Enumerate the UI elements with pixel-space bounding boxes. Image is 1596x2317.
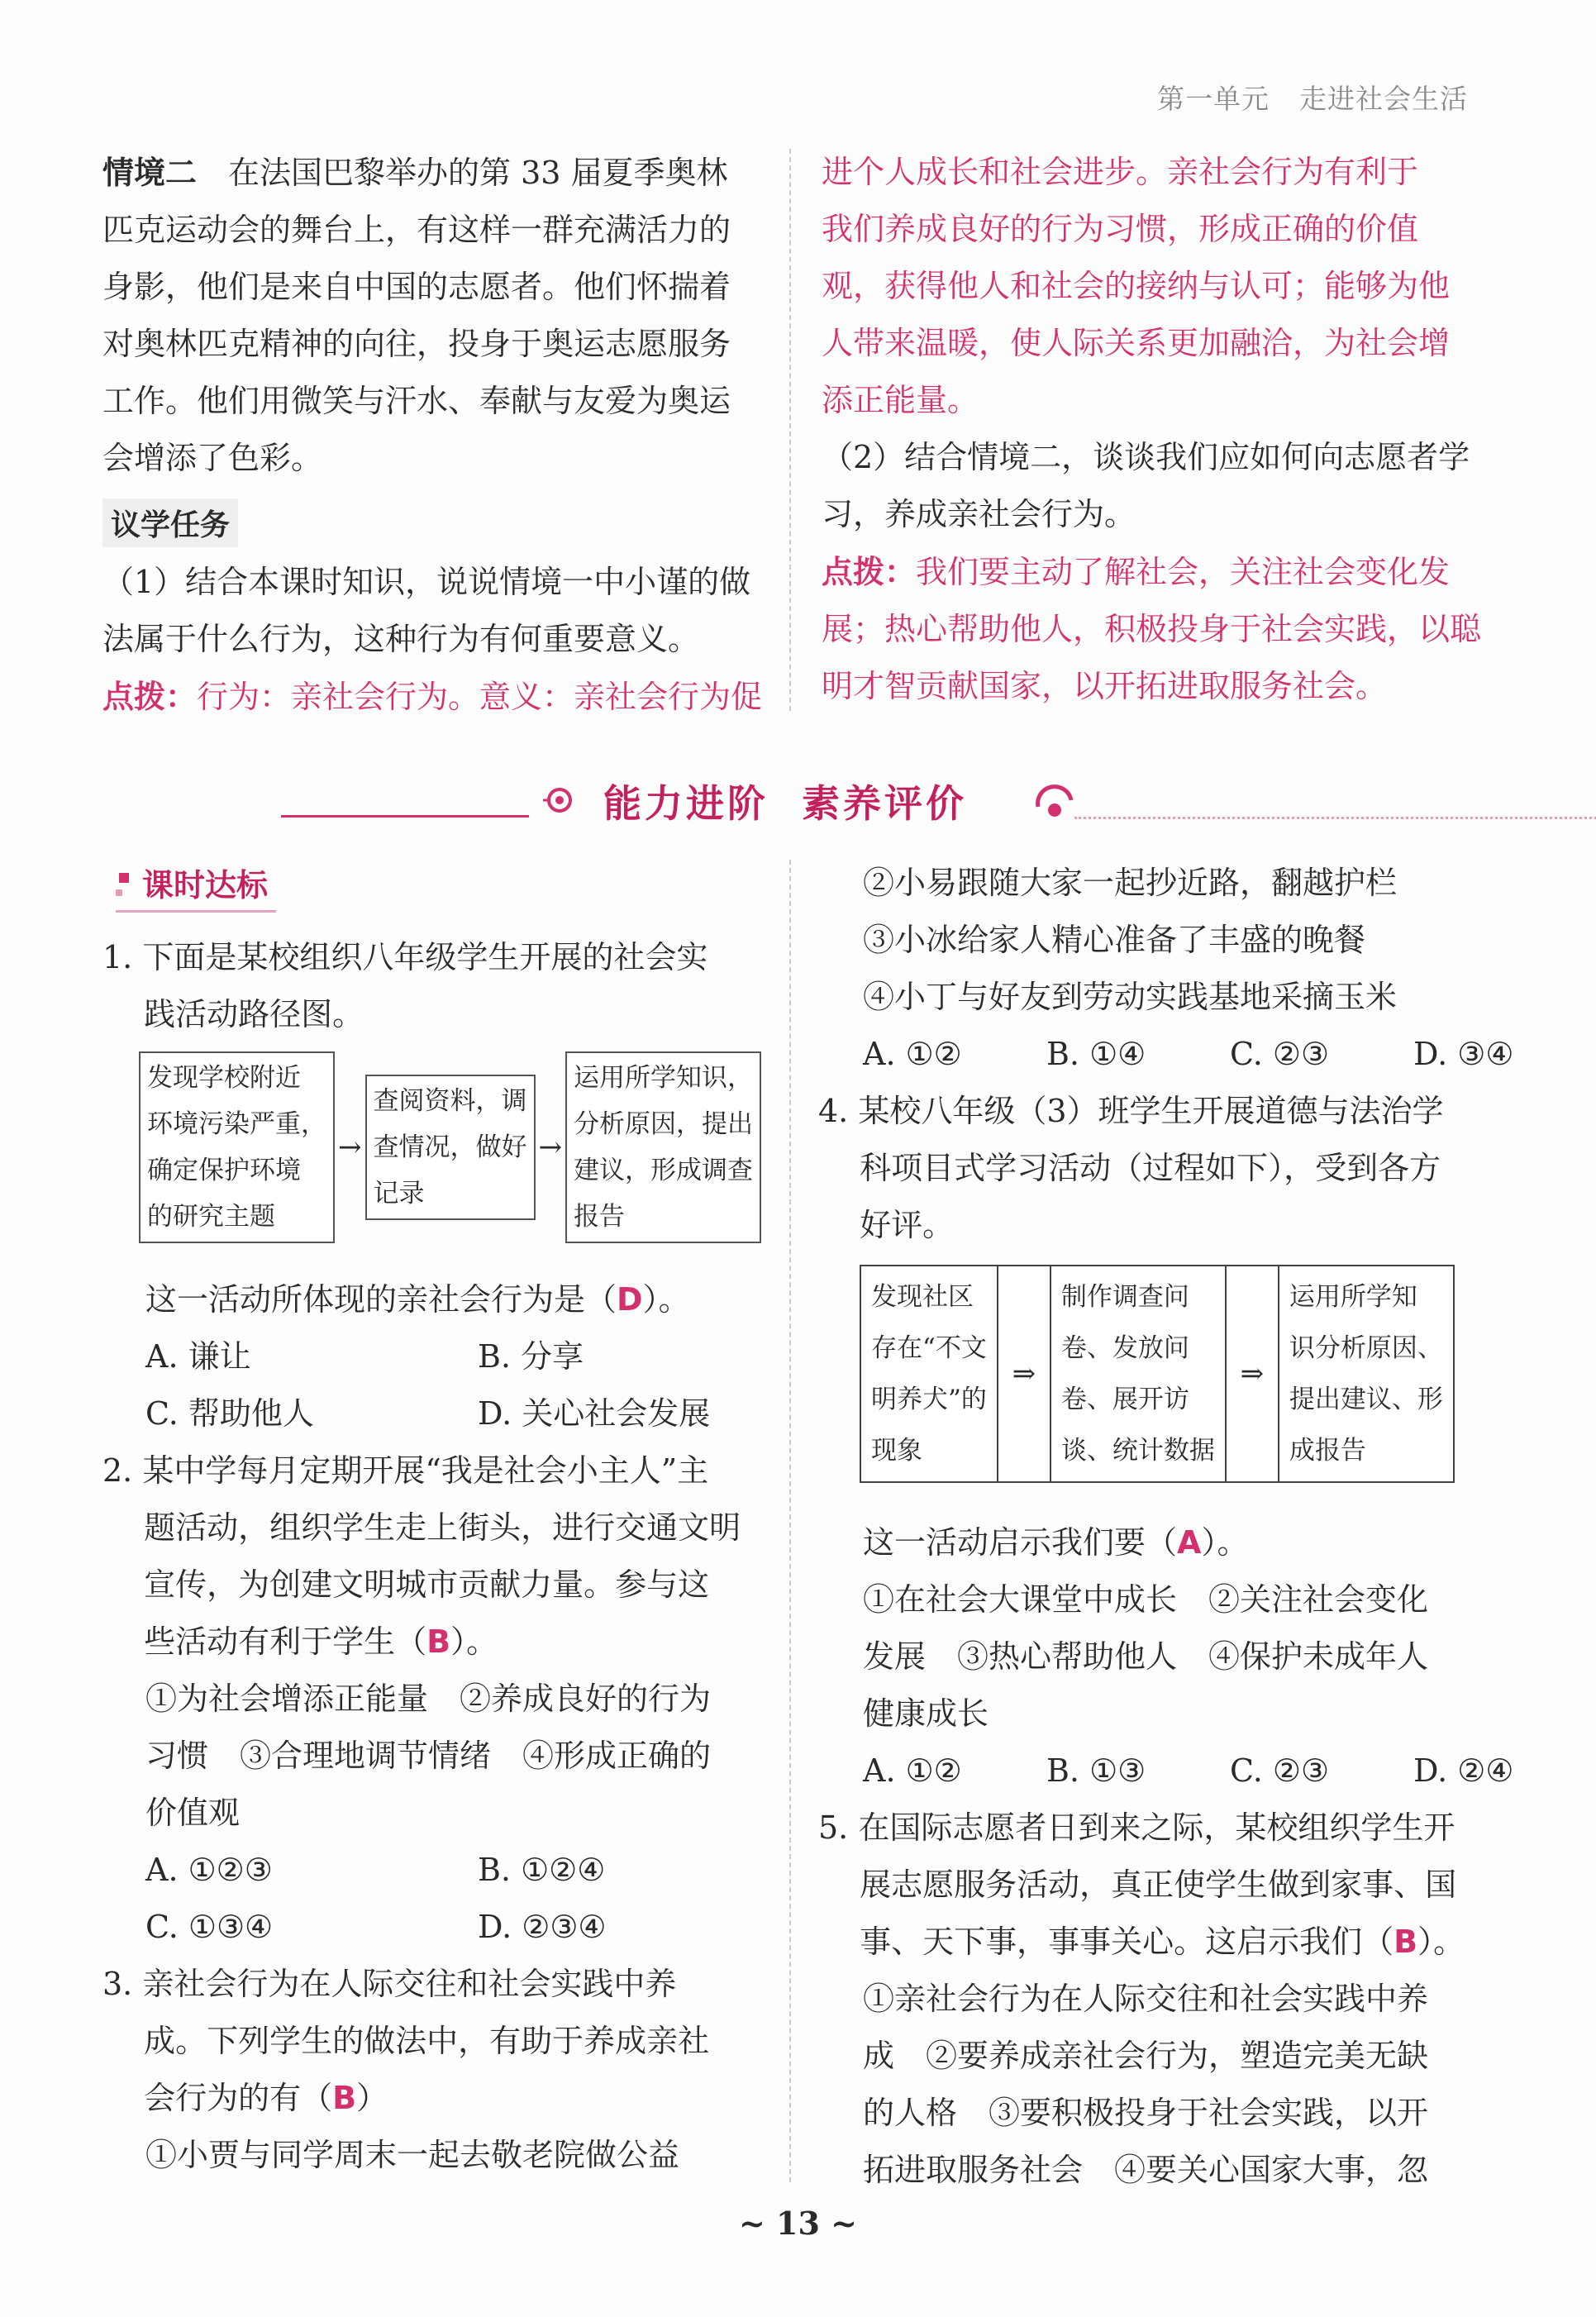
q3-item: ①小贾与同学周末一起去敬老院做公益 [145,2137,680,2173]
scenario-label: 情境二 [102,154,198,191]
hint-line: 点拨：我们要主动了解社会，关注社会变化发 [822,553,1451,590]
task-line: （1）结合本课时知识，说说情境一中小谨的做 [102,564,751,600]
q3-ask: 会行为的有（B） [102,2080,388,2116]
hint-label: 点拨： [822,553,917,590]
hint-label: 点拨： [102,678,198,715]
hint-line: 展；热心帮助他人，积极投身于社会实践，以聪 [822,611,1482,647]
scenario-line: 情境二 在法国巴黎举办的第 33 届夏季奥林 [102,154,728,191]
keshi-title: 课时达标 [116,860,276,913]
questions-left [102,929,772,1043]
q2-options: C. ①③④ D. ②③④ [145,1909,607,1945]
q3-item: ④小丁与好友到劳动实践基地采摘玉米 [863,979,1398,1015]
flow-step: 查阅资料，调 查情况，做好 记录 [365,1075,536,1220]
task-line: （2）结合情境二，谈谈我们应如何向志愿者学 [822,439,1470,475]
column-divider-bottom [789,860,791,2182]
q3-answer: B [332,2080,357,2116]
q2-options: A. ①②③ B. ①②④ [145,1852,606,1888]
column-divider-top [789,149,791,711]
page-number: ~ 13 ~ [738,2205,858,2242]
magnifier-icon [541,780,581,820]
answer-line: 人带来温暖，使人际关系更加融洽，为社会增 [822,325,1451,361]
banner-title: 能力进阶 素养评价 [603,781,967,826]
flow-arrow-icon: → [538,1131,562,1164]
q4-item: 发展 ③热心帮助他人 ④保护未成年人 [863,1638,1429,1675]
q2-stem: 宣传，为创建文明城市贡献力量。参与这 [102,1566,710,1603]
hint-line: 点拨：行为：亲社会行为。意义：亲社会行为促 [102,678,763,715]
flow-step: 运用所学知识， 分析原因，提出 建议，形成调查 报告 [565,1051,761,1243]
q1-rest [145,1271,774,1442]
scenario-two-block [102,144,764,726]
bullet-square-small-icon [116,889,122,896]
task-line: 法属于什么行为，这种行为有何重要意义。 [102,621,700,657]
q4-item: 健康成长 [863,1695,989,1732]
q5-item: ①亲社会行为在人际交往和社会实践中养 [863,1981,1429,2017]
process-step: 制作调查问 卷、发放问 卷、展开访 谈、统计数据 [1060,1282,1215,1466]
scenario-line: 匹克运动会的舞台上，有这样一群充满活力的 [102,212,731,248]
answer-line: 我们养成良好的行为习惯，形成正确的价值 [822,211,1419,247]
q5-ask: 事、天下事，事事关心。这启示我们（B）。 [818,1924,1465,1960]
unit-label: 第一单元 [1157,83,1270,115]
process-step: 发现社区 存在“不文 明养犬”的 现象 [871,1282,987,1466]
unit-title: 走进社会生活 [1299,83,1468,115]
q4-options: A. ①② B. ①③ C. ②③ D. ②④ [863,1752,1514,1789]
q1-flowchart [139,1051,761,1243]
q2-item: ①为社会增添正能量 ②养成良好的行为 [145,1681,712,1717]
answer-line: 观，获得他人和社会的接纳与认可；能够为他 [822,268,1451,304]
q1-answer: D [617,1281,643,1318]
scenario-line: 工作。他们用微笑与汗水、奉献与友爱为奥运 [102,383,731,419]
answer-line: 进个人成长和社会进步。亲社会行为有利于 [822,154,1419,190]
q4-rest [863,1514,1514,1800]
q5-item: 的人格 ③要积极投身于社会实践，以开 [863,2095,1429,2131]
swirl-icon [1033,782,1076,825]
section-banner [281,774,1488,840]
scenario-line: 身影，他们是来自中国的志愿者。他们怀揣着 [102,269,731,305]
banner-rule-left [281,815,529,818]
q5-answer: B [1394,1924,1418,1960]
q4-stem: 4. 某校八年级（3）班学生开展道德与法治学 [818,1093,1444,1129]
q4-ask: 这一活动启示我们要（A）。 [863,1524,1249,1561]
q5-item: 拓进取服务社会 ④要关心国家大事，忽 [863,2152,1429,2188]
answer-line: 添正能量。 [822,382,979,418]
q4-answer: A [1177,1524,1202,1561]
q2-item: 价值观 [145,1795,241,1831]
questions-right [863,855,1514,1083]
answer-continuation [822,144,1499,715]
q1-stem: 践活动路径图。 [102,996,364,1032]
flow-step: 发现学校附近 环境污染严重， 确定保护环境 的研究主题 [139,1051,335,1243]
q3-options: A. ①② B. ①④ C. ②③ D. ③④ [863,1036,1514,1072]
q2-ask: 些活动有利于学生（B）。 [102,1623,498,1660]
q4-stem-block [818,1083,1504,1254]
double-arrow-icon: ⇒ [1225,1266,1279,1481]
task-line: 习，养成亲社会行为。 [822,496,1136,532]
q1-ask: 这一活动所体现的亲社会行为是（D）。 [145,1281,690,1318]
q5-block [818,1800,1504,2199]
q5-item: 成 ②要养成亲社会行为，塑造完美无缺 [863,2038,1429,2074]
q1-stem: 1. 下面是某校组织八年级学生开展的社会实 [102,939,708,975]
process-step: 运用所学知 识分析原因、 提出建议、形 成报告 [1289,1282,1443,1466]
scenario-line: 对奥林匹克精神的向往，投身于奥运志愿服务 [102,326,731,362]
q2-item: 习惯 ③合理地调节情绪 ④形成正确的 [145,1738,712,1774]
running-header [1157,78,1468,117]
q3-stem: 成。下列学生的做法中，有助于养成亲社 [102,2023,710,2059]
banner-rule-right [1074,817,1596,819]
q2-stem: 2. 某中学每月定期开展“我是社会小主人”主 [102,1452,709,1489]
q3-stem: 3. 亲社会行为在人际交往和社会实践中养 [102,1966,677,2002]
q1-options: A. 谦让 B. 分享 [145,1338,584,1375]
q2-block [102,1442,772,2184]
q2-stem: 题活动，组织学生走上街头，进行交通文明 [102,1509,741,1546]
q1-options: C. 帮助他人 D. 关心社会发展 [145,1395,711,1432]
q4-item: ①在社会大课堂中成长 ②关注社会变化 [863,1581,1429,1618]
q4-stem: 科项目式学习活动（过程如下），受到各方 [818,1150,1441,1186]
q5-stem: 5. 在国际志愿者日到来之际，某校组织学生开 [818,1809,1455,1846]
task-title: 议学任务 [102,498,238,547]
q4-stem: 好评。 [818,1207,955,1243]
q2-answer: B [426,1623,451,1660]
q3-item: ③小冰给家人精心准备了丰盛的晚餐 [863,922,1366,958]
flow-arrow-icon: → [338,1131,362,1164]
q3-item: ②小易跟随大家一起抄近路，翻越护栏 [863,865,1398,901]
bullet-square-icon [119,873,129,883]
q4-process-table [860,1265,1455,1483]
double-arrow-icon: ⇒ [997,1266,1051,1481]
q5-stem: 展志愿服务活动，真正使学生做到家事、国 [818,1866,1457,1903]
hint-line: 明才智贡献国家，以开拓进取服务社会。 [822,668,1388,704]
scenario-line: 会增添了色彩。 [102,440,323,476]
